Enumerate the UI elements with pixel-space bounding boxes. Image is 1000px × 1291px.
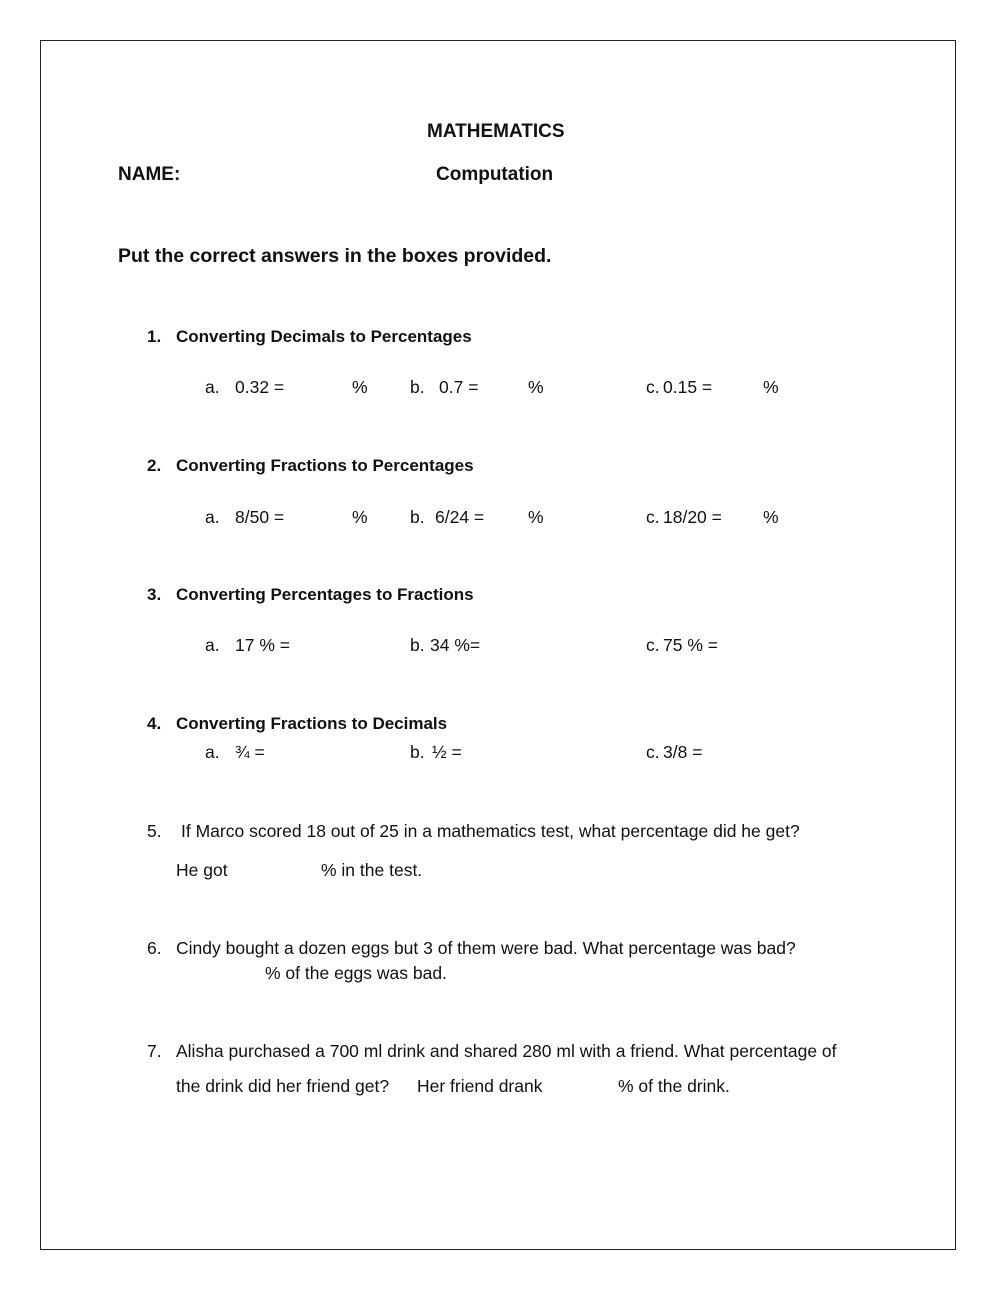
item-expression: ¾ =: [235, 742, 265, 762]
item-unit: %: [763, 377, 779, 397]
answer-suffix: % of the drink.: [618, 1076, 730, 1096]
question-number: 7.: [147, 1041, 162, 1061]
item-expression: 17 % =: [235, 635, 290, 655]
question-number: 3.: [147, 585, 162, 604]
item-label: a.: [205, 377, 220, 397]
question-number: 2.: [147, 456, 162, 475]
item-unit: %: [528, 377, 544, 397]
item-expression: 0.15 =: [663, 377, 713, 397]
item-unit: %: [763, 507, 779, 527]
instructions: Put the correct answers in the boxes provided.: [118, 245, 552, 267]
question-number: 5.: [147, 821, 162, 841]
item-expression: 0.32 =: [235, 377, 285, 397]
item-label: b.: [410, 507, 425, 527]
question-heading: Converting Decimals to Percentages: [176, 327, 472, 346]
item-label: c.: [646, 507, 660, 527]
item-label: b.: [410, 742, 425, 762]
question-text: Alisha purchased a 700 ml drink and shared 280 ml with a friend. What percentage of: [176, 1041, 837, 1061]
item-expression: 0.7 =: [439, 377, 479, 397]
topic-title: Computation: [436, 164, 554, 185]
subject-title: MATHEMATICS: [427, 121, 565, 142]
item-expression: ½ =: [432, 742, 462, 762]
item-label: a.: [205, 507, 220, 527]
question-number: 1.: [147, 327, 162, 346]
answer-prefix: He got: [176, 860, 228, 880]
item-label: c.: [646, 635, 660, 655]
item-label: b.: [410, 377, 425, 397]
answer-prefix: Her friend drank: [417, 1076, 543, 1096]
answer-suffix: % in the test.: [321, 860, 423, 880]
name-label: NAME:: [118, 164, 181, 185]
item-label: b.: [410, 635, 425, 655]
item-unit: %: [528, 507, 544, 527]
question-text: If Marco scored 18 out of 25 in a mathematics test, what percentage did he get?: [181, 821, 800, 841]
item-unit: %: [352, 377, 368, 397]
question-heading: Converting Fractions to Percentages: [176, 456, 474, 475]
question-heading: Converting Fractions to Decimals: [176, 714, 448, 733]
question-heading: Converting Percentages to Fractions: [176, 585, 474, 604]
item-expression: 34 %=: [430, 635, 481, 655]
item-unit: %: [352, 507, 368, 527]
item-label: c.: [646, 742, 660, 762]
item-expression: 3/8 =: [663, 742, 703, 762]
item-label: a.: [205, 635, 220, 655]
page-border: [40, 40, 956, 1250]
question-text-line2: the drink did her friend get?: [176, 1076, 390, 1096]
item-expression: 18/20 =: [663, 507, 722, 527]
question-number: 6.: [147, 938, 162, 958]
question-text: Cindy bought a dozen eggs but 3 of them were bad. What percentage was bad?: [176, 938, 796, 958]
item-label: c.: [646, 377, 660, 397]
item-expression: 8/50 =: [235, 507, 285, 527]
answer-suffix: % of the eggs was bad.: [265, 963, 447, 983]
question-number: 4.: [147, 714, 162, 733]
item-label: a.: [205, 742, 220, 762]
item-expression: 75 % =: [663, 635, 718, 655]
item-expression: 6/24 =: [435, 507, 485, 527]
